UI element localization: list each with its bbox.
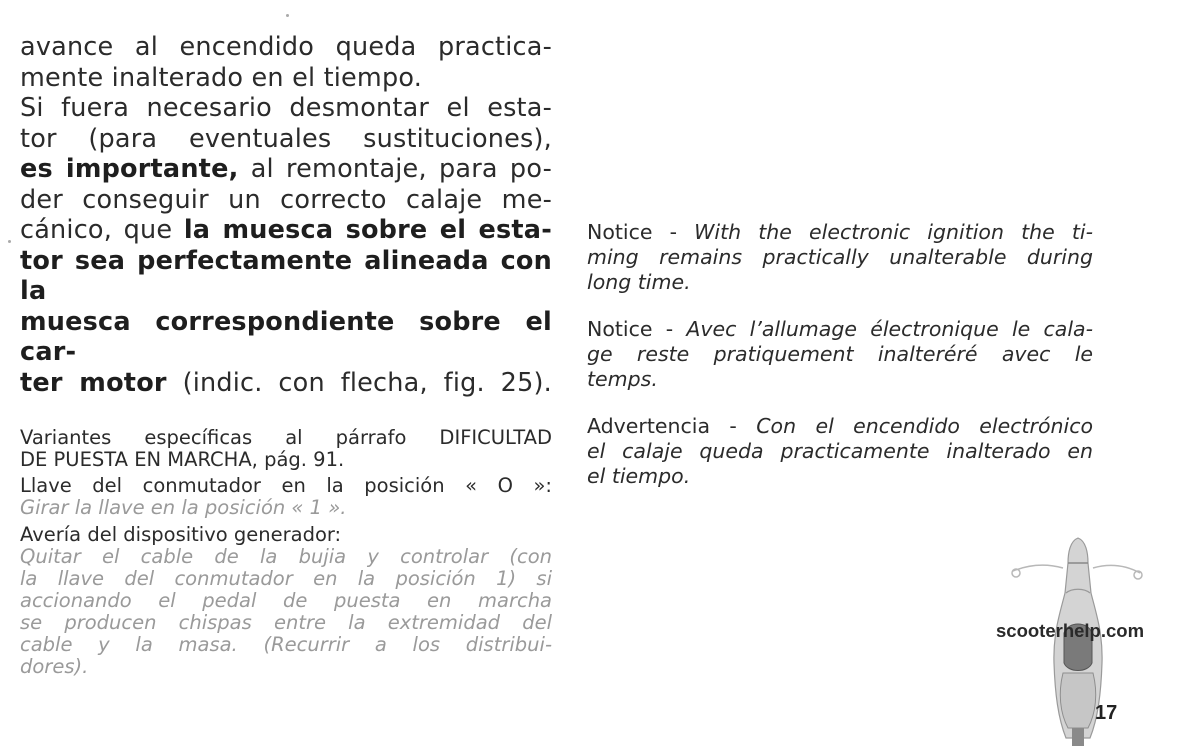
text-line: accionando el pedal de puesta en marcha (20, 589, 552, 612)
text-line: tor (para eventuales sustituciones), (20, 123, 552, 154)
text-line (20, 215, 552, 246)
text-line (20, 154, 552, 185)
text-line: dores). (20, 655, 89, 678)
right-column (587, 220, 1093, 511)
text-line: avance al encendido queda practica- (20, 32, 552, 62)
text-line: der conseguir un correcto calaje me- (20, 184, 552, 215)
text-line: Si fuera necesario desmontar el esta- (20, 93, 552, 123)
text-line: Girar la llave en la posición « 1 ». (20, 496, 347, 519)
left-column (20, 32, 552, 678)
text-line: Quitar el cable de la bujia y controlar (con (20, 545, 552, 568)
page-number: 17 (1095, 702, 1118, 724)
text-line (587, 414, 1093, 439)
emphasis: la muesca sobre el esta- (183, 215, 552, 245)
notice-label: Advertencia - (587, 414, 757, 438)
text-line (20, 307, 552, 368)
notice-french (587, 317, 1093, 392)
text-line: la llave del conmutador en la posición 1) si (20, 567, 552, 590)
speck (8, 240, 11, 243)
spanish-main-text (20, 32, 552, 398)
text-line: se producen chispas entre la extremidad del (20, 611, 552, 634)
text-line: el tiempo. (587, 464, 691, 488)
speck (286, 14, 289, 17)
text-line: Llave del conmutador en la posición « O »: (20, 474, 552, 497)
text-line (587, 220, 1093, 245)
text-line (20, 246, 552, 307)
text-line (20, 368, 552, 399)
emphasis: tor sea perfectamente alineada con la (20, 245, 552, 306)
text-line: Avería del dispositivo generador: (20, 523, 342, 546)
text-span: Con el encendido electrónico (756, 414, 1094, 438)
emphasis: ter motor (20, 367, 167, 398)
text-span: Avec l’allumage électronique le cala- (686, 317, 1093, 341)
text-line: el calaje queda practicamente inalterado en (587, 439, 1093, 463)
text-span: (indic. con flecha, fig. 25). (166, 367, 552, 398)
text-line: temps. (587, 367, 658, 391)
text-line: ge reste pratiquement inalteréré avec le (587, 342, 1093, 366)
notice-english (587, 220, 1093, 295)
text-span: cánico, que (20, 215, 184, 245)
text-line: cable y la masa. (Recurrir a los distribui- (20, 633, 552, 656)
text-span: With the electronic ignition the ti- (694, 220, 1093, 244)
text-line: long time. (587, 270, 691, 294)
emphasis: es importante, (20, 154, 239, 184)
text-line: Variantes específicas al párrafo DIFICULTAD (20, 426, 552, 449)
text-line: DE PUESTA EN MARCHA, pág. 91. (20, 448, 345, 471)
text-line (587, 317, 1093, 342)
variants-section (20, 427, 552, 678)
text-line: mente inalterado en el tiempo. (20, 62, 423, 93)
notice-label: Notice - (587, 317, 687, 341)
text-span: al remontaje, para po- (238, 154, 552, 184)
emphasis: muesca correspondiente sobre el car- (20, 306, 552, 367)
text-line: ming remains practically unalterable during (587, 245, 1093, 269)
notice-spanish (587, 414, 1093, 489)
notice-label: Notice - (587, 220, 695, 244)
watermark-text: scooterhelp.com (996, 620, 1145, 641)
